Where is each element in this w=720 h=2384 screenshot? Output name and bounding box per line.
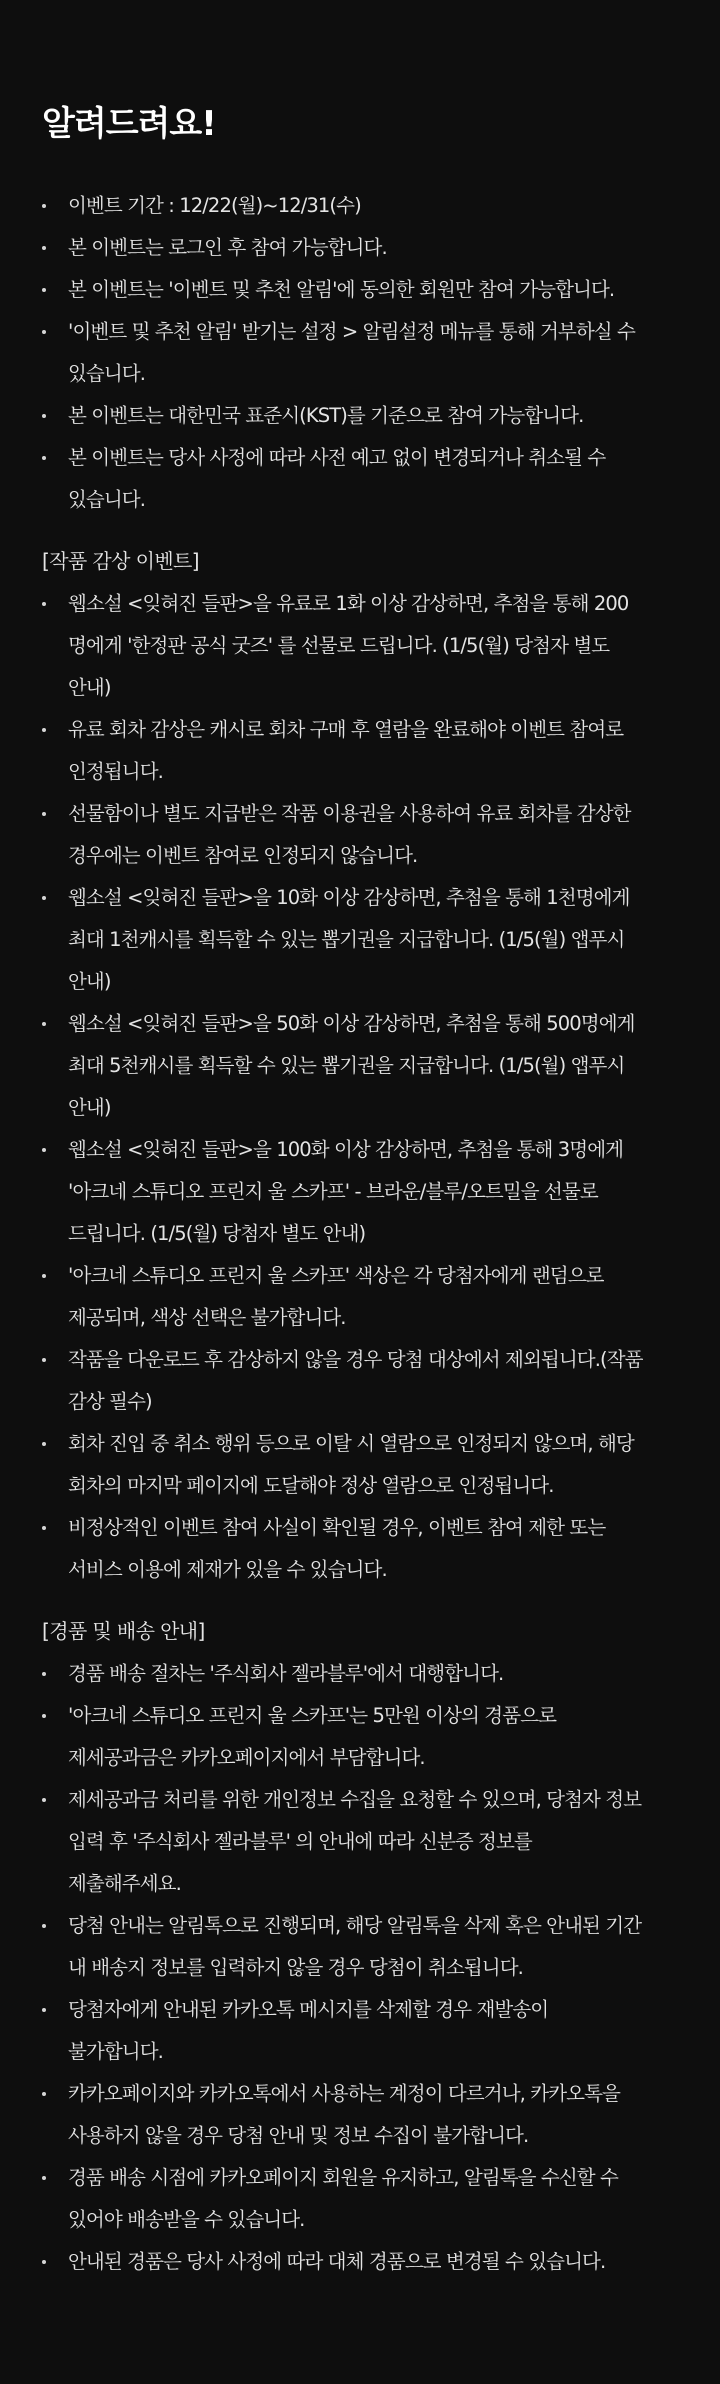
- bullet-icon: [42, 2241, 48, 2283]
- page-title: 알려드려요!: [42, 104, 216, 144]
- notice-item: [42, 1129, 678, 1255]
- notice-item: [42, 1905, 678, 1989]
- notice-item-text: 본 이벤트는 로그인 후 참여 가능합니다.: [68, 236, 387, 259]
- notice-item: [42, 185, 678, 227]
- notice-item: [42, 877, 678, 1003]
- notice-item: [42, 583, 678, 709]
- notice-item-text: 있습니다.: [68, 488, 146, 511]
- notice-item-text: 웹소설 <잊혀진 들판>을 10화 이상 감상하면, 추첨을 통해 1천명에게: [68, 886, 630, 909]
- notice-item: [42, 1989, 678, 2073]
- notice-item-text: 안내): [68, 970, 111, 993]
- notice-item-text: '아크네 스튜디오 프린지 울 스카프'는 5만원 이상의 경품으로: [68, 1704, 557, 1727]
- bullet-icon: [42, 877, 48, 919]
- bullet-icon: [42, 1989, 48, 2031]
- bullet-icon: [42, 185, 48, 227]
- notice-item-text: 최대 1천캐시를 획득할 수 있는 뽑기권을 지급합니다. (1/5(월) 앱푸시: [68, 928, 625, 951]
- notice-item-text: 본 이벤트는 대한민국 표준시(KST)를 기준으로 참여 가능합니다.: [68, 404, 584, 427]
- notice-item: [42, 269, 678, 311]
- notice-item: [42, 1255, 678, 1339]
- event-notice-list: [42, 583, 678, 1591]
- notice-item-text: 카카오페이지와 카카오톡에서 사용하는 계정이 다르거나, 카카오톡을: [68, 2082, 620, 2105]
- notice-item-text: 회차 진입 중 취소 행위 등으로 이탈 시 열람으로 인정되지 않으며, 해당: [68, 1432, 634, 1455]
- notice-item-text: 본 이벤트는 당사 사정에 따라 사전 예고 없이 변경되거나 취소될 수: [68, 446, 606, 469]
- notice-item: [42, 1779, 678, 1905]
- notice-item-text: 작품을 다운로드 후 감상하지 않을 경우 당첨 대상에서 제외됩니다.(작품: [68, 1348, 643, 1371]
- bullet-icon: [42, 269, 48, 311]
- section-heading-event: [작품 감상 이벤트]: [42, 549, 199, 573]
- notice-item-text: 제공되며, 색상 선택은 불가합니다.: [68, 1306, 346, 1329]
- notice-item-text: 사용하지 않을 경우 당첨 안내 및 정보 수집이 불가합니다.: [68, 2124, 529, 2147]
- notice-item-text: 본 이벤트는 '이벤트 및 추천 알림'에 동의한 회원만 참여 가능합니다.: [68, 278, 615, 301]
- notice-item-text: 안내된 경품은 당사 사정에 따라 대체 경품으로 변경될 수 있습니다.: [68, 2250, 606, 2273]
- notice-item-text: 입력 후 '주식회사 젤라블루' 의 안내에 따라 신분증 정보를: [68, 1830, 532, 1853]
- notice-item-text: '아크네 스튜디오 프린지 울 스카프' - 브라운/블루/오트밀을 선물로: [68, 1180, 598, 1203]
- notice-item: [42, 1003, 678, 1129]
- bullet-icon: [42, 1339, 48, 1381]
- notice-item-text: 웹소설 <잊혀진 들판>을 100화 이상 감상하면, 추첨을 통해 3명에게: [68, 1138, 624, 1161]
- section-heading-delivery: [경품 및 배송 안내]: [42, 1619, 205, 1643]
- bullet-icon: [42, 2073, 48, 2115]
- notice-item: [42, 395, 678, 437]
- bullet-icon: [42, 437, 48, 479]
- notice-item: [42, 1339, 678, 1423]
- bullet-icon: [42, 1423, 48, 1465]
- notice-item-text: 안내): [68, 1096, 111, 1119]
- notice-item-text: 당첨 안내는 알림톡으로 진행되며, 해당 알림톡을 삭제 혹은 안내된 기간: [68, 1914, 642, 1937]
- bullet-icon: [42, 1695, 48, 1737]
- bullet-icon: [42, 1653, 48, 1695]
- bullet-icon: [42, 2157, 48, 2199]
- notice-item-text: 안내): [68, 676, 111, 699]
- notice-item-text: 웹소설 <잊혀진 들판>을 50화 이상 감상하면, 추첨을 통해 500명에게: [68, 1012, 635, 1035]
- notice-item: [42, 437, 678, 521]
- notice-item-text: 이벤트 기간 : 12/22(월)~12/31(수): [68, 194, 361, 217]
- notice-item-text: 경품 배송 시점에 카카오페이지 회원을 유지하고, 알림톡을 수신할 수: [68, 2166, 618, 2189]
- notice-item: [42, 2157, 678, 2241]
- notice-item: [42, 227, 678, 269]
- notice-item: [42, 1423, 678, 1507]
- notice-item-text: 선물함이나 별도 지급받은 작품 이용권을 사용하여 유료 회차를 감상한: [68, 802, 631, 825]
- notice-item: [42, 1653, 678, 1695]
- bullet-icon: [42, 709, 48, 751]
- notice-item-text: 인정됩니다.: [68, 760, 163, 783]
- notice-item-text: 불가합니다.: [68, 2040, 163, 2063]
- notice-item-text: 명에게 '한정판 공식 굿즈' 를 선물로 드립니다. (1/5(월) 당첨자 별도: [68, 634, 610, 657]
- bullet-icon: [42, 583, 48, 625]
- notice-item-text: 내 배송지 정보를 입력하지 않을 경우 당첨이 취소됩니다.: [68, 1956, 523, 1979]
- notice-item-text: '이벤트 및 추천 알림' 받기는 설정 > 알림설정 메뉴를 통해 거부하실 수: [68, 320, 635, 343]
- notice-item: [42, 1695, 678, 1779]
- bullet-icon: [42, 227, 48, 269]
- bullet-icon: [42, 793, 48, 835]
- notice-item: [42, 709, 678, 793]
- bullet-icon: [42, 311, 48, 353]
- bullet-icon: [42, 1129, 48, 1171]
- notice-item-text: 경우에는 이벤트 참여로 인정되지 않습니다.: [68, 844, 418, 867]
- notice-item-text: 웹소설 <잊혀진 들판>을 유료로 1화 이상 감상하면, 추첨을 통해 200: [68, 592, 629, 615]
- notice-item-text: 당첨자에게 안내된 카카오톡 메시지를 삭제할 경우 재발송이: [68, 1998, 549, 2021]
- bullet-icon: [42, 1779, 48, 1821]
- notice-item-text: 회차의 마지막 페이지에 도달해야 정상 열람으로 인정됩니다.: [68, 1474, 554, 1497]
- notice-item-text: 제출해주세요.: [68, 1872, 181, 1895]
- bullet-icon: [42, 395, 48, 437]
- notice-item-text: 최대 5천캐시를 획득할 수 있는 뽑기권을 지급합니다. (1/5(월) 앱푸시: [68, 1054, 625, 1077]
- notice-item: [42, 2073, 678, 2157]
- notice-item-text: 있습니다.: [68, 362, 146, 385]
- notice-item-text: 비정상적인 이벤트 참여 사실이 확인될 경우, 이벤트 참여 제한 또는: [68, 1516, 606, 1539]
- notice-item-text: '아크네 스튜디오 프린지 울 스카프' 색상은 각 당첨자에게 랜덤으로: [68, 1264, 604, 1287]
- bullet-icon: [42, 1255, 48, 1297]
- notice-item: [42, 793, 678, 877]
- notice-item-text: 감상 필수): [68, 1390, 152, 1413]
- notice-item: [42, 1507, 678, 1591]
- notice-item-text: 경품 배송 절차는 '주식회사 젤라블루'에서 대행합니다.: [68, 1662, 504, 1685]
- notice-item: [42, 2241, 678, 2283]
- notice-item-text: 드립니다. (1/5(월) 당첨자 별도 안내): [68, 1222, 366, 1245]
- bullet-icon: [42, 1003, 48, 1045]
- general-notice-list: [42, 185, 678, 521]
- notice-item: [42, 311, 678, 395]
- bullet-icon: [42, 1905, 48, 1947]
- delivery-notice-list: [42, 1653, 678, 2283]
- notice-item-text: 서비스 이용에 제재가 있을 수 있습니다.: [68, 1558, 387, 1581]
- notice-item-text: 유료 회차 감상은 캐시로 회차 구매 후 열람을 완료해야 이벤트 참여로: [68, 718, 624, 741]
- bullet-icon: [42, 1507, 48, 1549]
- notice-item-text: 제세공과금은 카카오페이지에서 부담합니다.: [68, 1746, 425, 1769]
- notice-item-text: 제세공과금 처리를 위한 개인정보 수집을 요청할 수 있으며, 당첨자 정보: [68, 1788, 642, 1811]
- notice-item-text: 있어야 배송받을 수 있습니다.: [68, 2208, 305, 2231]
